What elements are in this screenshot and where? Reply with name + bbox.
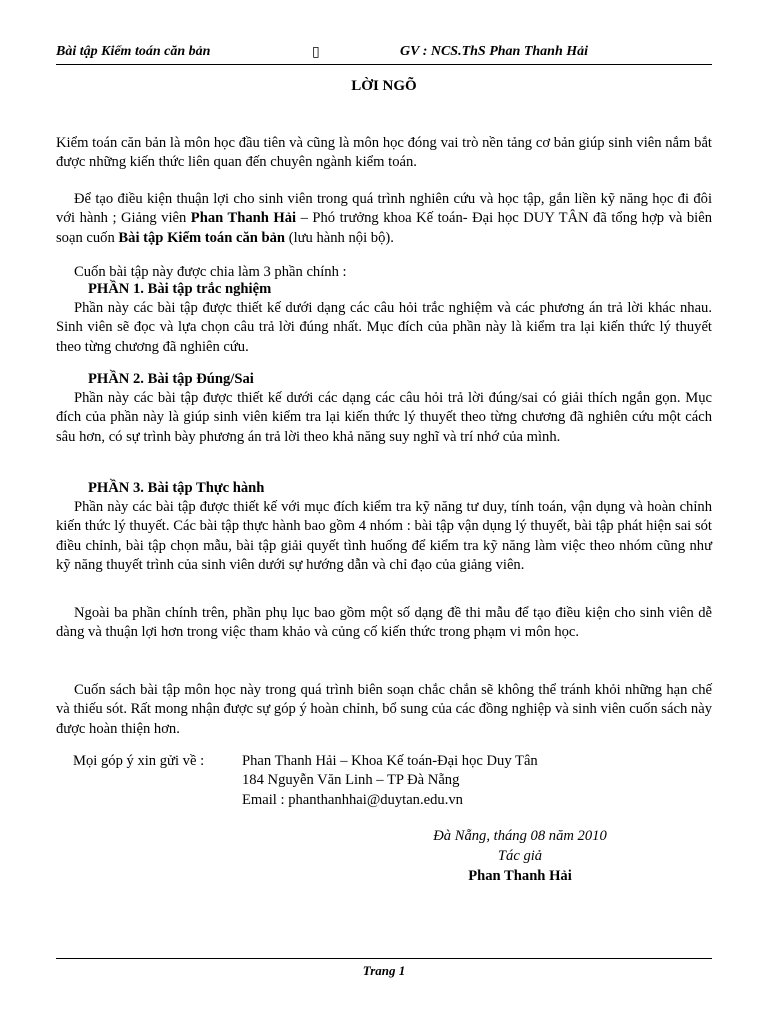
section-1-heading: PHẦN 1. Bài tập trắc nghiệm <box>88 281 272 297</box>
page-title: LỜI NGÕ <box>351 78 417 94</box>
page-number: Trang 1 <box>362 963 406 978</box>
signature-block <box>400 826 640 886</box>
section-2-text: Phần này các bài tập được thiết kế dưới các dạng các câu hỏi trả lời đúng/sai có giải thích ngắn gọn. Mục đích của phần này là giúp sinh viên kiểm tra lại kiến thức lý thuyết theo từng chương đã nghiên cứu một cách sâu hơn, có sự trình bày phương án trả lời theo khả năng suy nghĩ và trí nhớ của mình. <box>56 390 712 445</box>
signature-date: Đà Nẵng, tháng 08 năm 2010 <box>433 828 607 844</box>
author-paragraph-pre: Để tạo điều kiện thuận lợi cho sinh viên trong quá trình nghiên cứu và học tập, gắn liền kỹ năng học đi đôi với hành ; Giảng viên <box>56 191 712 227</box>
closing-paragraph: Cuốn sách bài tập môn học này trong quá trình biên soạn chắc chắn sẽ không thể tránh khỏi những hạn chế và thiếu sót. Rất mong nhận được sự góp ý hoàn chỉnh, bổ sung của các đồng nghiệp và sinh viên cuốn sách này được hoàn thiện hơn. <box>56 682 712 737</box>
page-header <box>56 44 712 64</box>
header-lecturer: GV : NCS.ThS Phan Thanh Hải <box>400 44 589 59</box>
author-name: Phan Thanh Hải <box>190 210 297 227</box>
author-paragraph-post: (lưu hành nội bộ). <box>285 229 394 246</box>
structure-intro: Cuốn bài tập này được chia làm 3 phần chính : <box>74 264 347 280</box>
section-3-text: Phần này các bài tập được thiết kế với mục đích kiểm tra kỹ năng tư duy, tính toán, vận dụng và hoàn chỉnh kiến thức lý thuyết. Các bài tập thực hành bao gồm 4 nhóm : bài tập vận dụng lý thuyết, bài tập phát hiện sai sót điều chỉnh, bài tập chọn mẫu, bài tập giải quyết tình huống để kiểm tra kỹ năng làm việc theo nhóm cũng như kỹ năng thuyết trình của sinh viên dưới sự hướng dẫn và chỉ đạo của giảng viên. <box>56 499 712 574</box>
signature-name: Phan Thanh Hải <box>468 868 572 884</box>
author-paragraph-mid: – Phó trưởng khoa Kế toán- Đại học DUY TÂN đã tổng hợp và biên soạn cuốn <box>56 210 712 246</box>
header-rule <box>56 64 712 65</box>
section-3-heading: PHẦN 3. Bài tập Thực hành <box>88 480 265 496</box>
author-paragraph <box>56 190 712 248</box>
footer-rule <box>56 958 712 959</box>
book-title: Bài tập Kiểm toán căn bản <box>118 229 286 246</box>
section-1-text: Phần này các bài tập được thiết kế dưới dạng các câu hỏi trắc nghiệm và các phương án trả lời khác nhau. Sinh viên sẽ đọc và lựa chọn câu trả lời đúng nhất. Mục đích của phần này là kiểm tra lại kiến thức lý thuyết theo từng chương đã nghiên cứu. <box>56 300 712 355</box>
header-placeholder-glyph: ▯ <box>312 45 320 60</box>
signature-role: Tác giả <box>497 848 543 864</box>
header-course-title: Bài tập Kiểm toán căn bản <box>56 44 211 59</box>
appendix-paragraph: Ngoài ba phần chính trên, phần phụ lục bao gồm một số dạng đề thi mẫu để tạo điều kiện cho sinh viên dễ dàng và thuận lợi hơn trong việc tham khảo và củng cố kiến thức trong phạm vi môn học. <box>56 605 712 641</box>
contact-line-name: Phan Thanh Hải – Khoa Kế toán-Đại học Duy Tân <box>242 753 538 769</box>
contact-line-address: 184 Nguyễn Văn Linh – TP Đà Nẵng <box>242 772 460 789</box>
contact-line-email: Email : phanthanhhai@duytan.edu.vn <box>242 791 463 808</box>
contact-label: Mọi góp ý xin gửi về : <box>73 753 205 769</box>
intro-paragraph: Kiểm toán căn bản là môn học đầu tiên và cũng là môn học đóng vai trò nền tảng cơ bản giúp sinh viên nắm bắt được những kiến thức liên quan đến chuyên ngành kiểm toán. <box>56 135 712 171</box>
section-2-heading: PHẦN 2. Bài tập Đúng/Sai <box>88 371 254 387</box>
